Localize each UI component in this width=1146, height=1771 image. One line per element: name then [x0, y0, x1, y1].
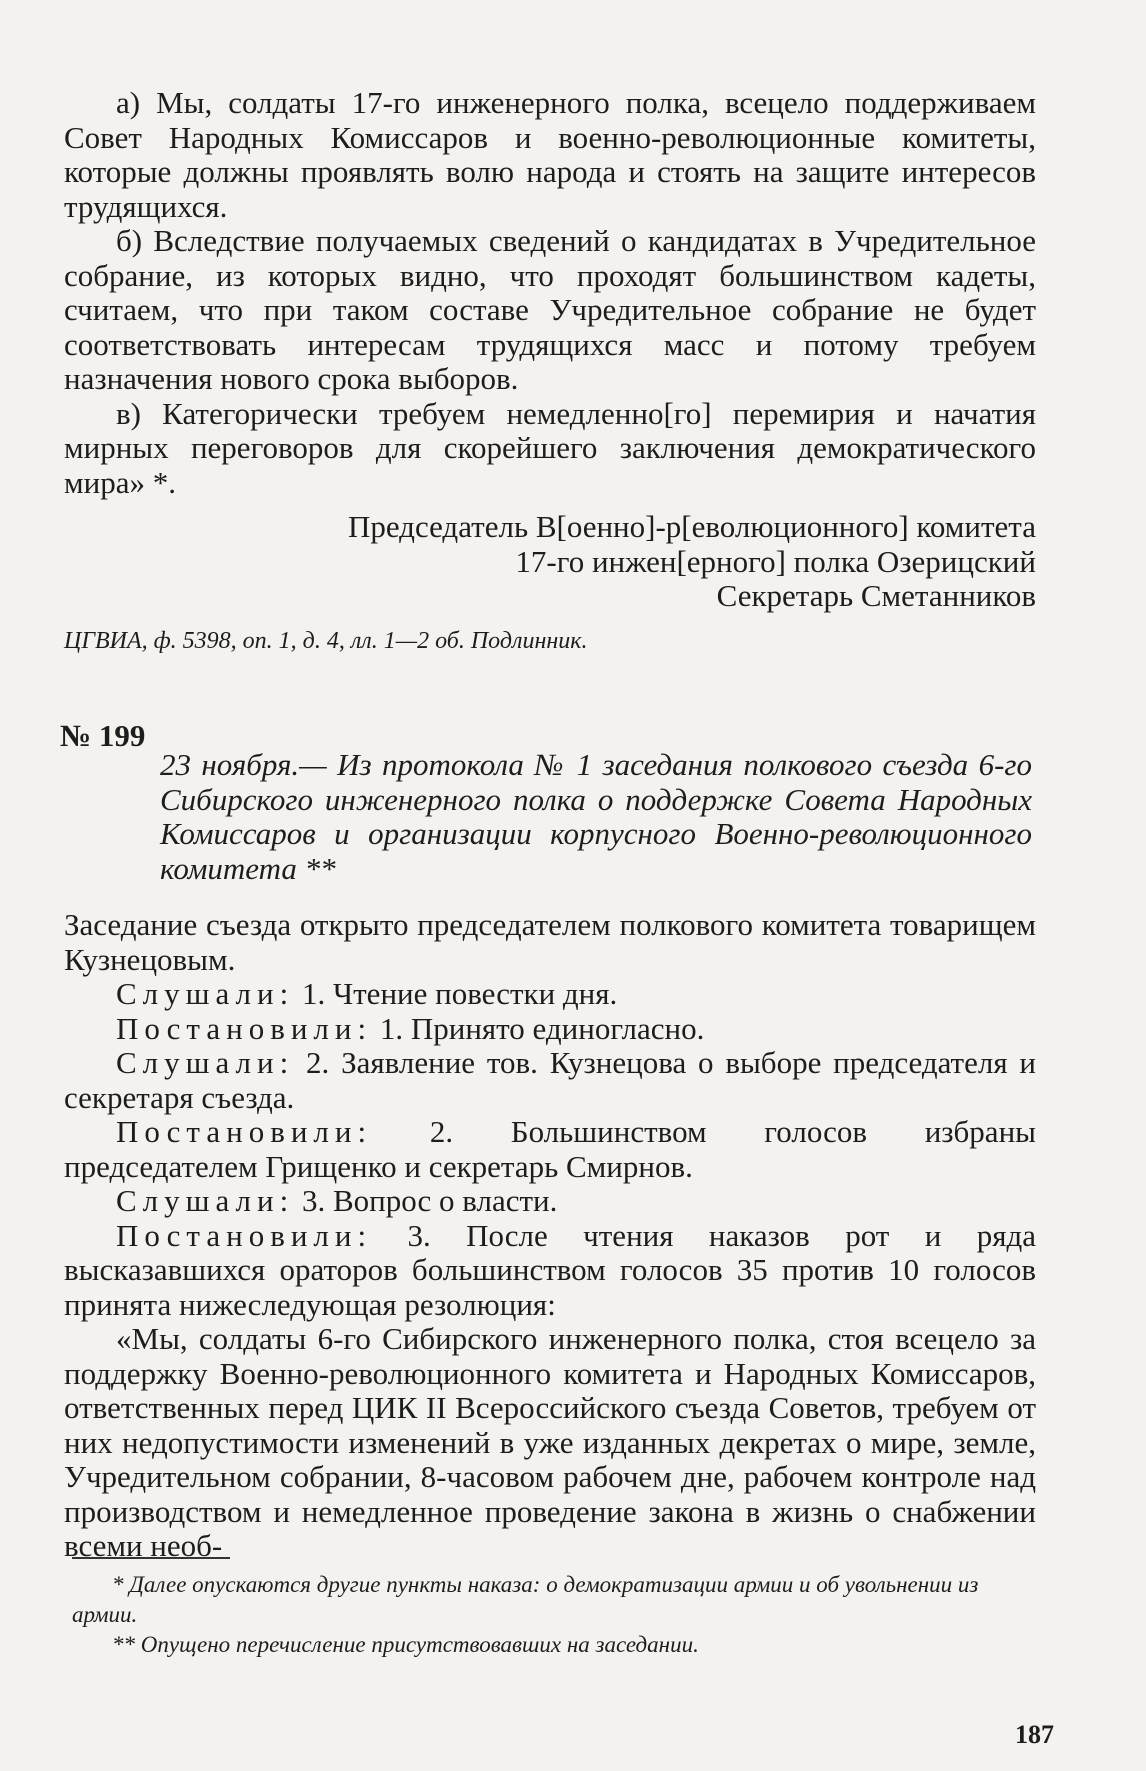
resolved-text: 1. Принято единогласно. [372, 1010, 705, 1046]
footnote-2: ** Опущено перечисление присутствовавших на заседании. [112, 1632, 699, 1657]
paragraph-c: в) Категорически требуем немедленно[го] перемирия и начатия мирных переговоров для скорейшего заключения демократического мира» *. [64, 395, 1036, 500]
top-section [64, 86, 1036, 658]
resolved-item-3 [64, 1219, 1036, 1323]
paragraph-b: б) Вследствие получаемых сведений о кандидатах в Учредительное собрание, из которых видно, что проходят большинством кадеты, считаем, что при таком составе Учредительное собрание не будет соответствовать интересам трудящихся масс и потому требуем назначения нового срока выборов. [64, 223, 1036, 396]
resolved-text: 2. Большинством голосов избраны председателем Грищенко и секретарь Смирнов. [64, 1114, 1036, 1184]
archival-source: ЦГВИА, ф. 5398, оп. 1, д. 4, лл. 1—2 об. Подлинник. [64, 627, 588, 654]
heard-item-2 [64, 1046, 1036, 1115]
paragraph-a: а) Мы, солдаты 17-го инженерного полка, всецело поддерживаем Совет Народных Комиссаров и военно-революционные комитеты, которые должны проявлять волю народа и стоять на защите интересов трудящихся. [64, 85, 1036, 224]
document-title: 23 ноября.— Из протокола № 1 заседания полкового съезда 6-го Сибирского инженерного полка о поддержке Совета Народных Комиссаров и организации корпусного Военно-революционного комитета ** [160, 747, 1032, 886]
document-number: № 199 [60, 718, 146, 753]
footnotes [72, 1570, 1036, 1660]
page-number: 187 [1015, 1720, 1054, 1749]
resolved-item-2 [64, 1115, 1036, 1184]
signature-regiment: 17-го инжен[ерного] полка Озерицский [515, 543, 1036, 579]
heard-item-1 [64, 977, 1036, 1012]
heard-text: 2. Заявление тов. Кузнецова о выборе председателя и секретаря съезда. [64, 1045, 1036, 1115]
resolution-text: «Мы, солдаты 6-го Сибирского инженерного полка, стоя всецело за поддержку Военно-революционного комитета и Народных Комиссаров, ответственных перед ЦИК II Всероссийского съезда Советов, требуем от них недопустимости изменений в уже изданных декретах о мире, земле, Учредительном собрании, 8-часовом рабочем дне, рабочем контроле над производством и немедленное проведение закона в жизнь о снабжении всеми необ- [64, 1321, 1036, 1563]
footnote-1: * Далее опускаются другие пункты наказа: о демократизации армии и об увольнении из армии. [72, 1572, 979, 1627]
resolved-label: Постановили: [116, 1010, 373, 1046]
resolved-label: Постановили: [116, 1114, 373, 1149]
signature-secretary: Секретарь Сметанников [716, 578, 1036, 613]
footnote-divider [72, 1557, 230, 1559]
resolved-text: 3. После чтения наказов рот и ряда высказавшихся ораторов большинством голосов 35 против 10 голосов принята нижеследующая резолюция: [64, 1217, 1036, 1322]
signature-chairman: Председатель В[оенно]-р[еволюционного] комитета [347, 509, 1036, 544]
heard-item-3 [64, 1184, 1036, 1219]
heard-text: 3. Вопрос о власти. [294, 1183, 558, 1218]
heard-label: Слушали: [116, 976, 295, 1011]
resolved-item-1 [64, 1012, 1036, 1047]
resolved-label: Постановили: [116, 1217, 373, 1253]
protocol-body [64, 908, 1036, 1564]
heard-label: Слушали: [116, 1045, 295, 1080]
heard-text: 1. Чтение повестки дня. [294, 976, 618, 1011]
intro-paragraph: Заседание съезда открыто председателем полкового комитета товарищем Кузнецовым. [64, 907, 1036, 977]
heard-label: Слушали: [116, 1183, 295, 1218]
